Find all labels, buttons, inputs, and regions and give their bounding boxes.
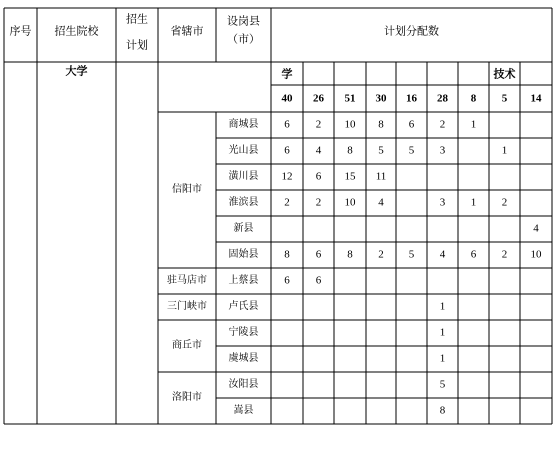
city-cell: 信阳市 [172, 184, 202, 195]
header-seq: 序号 [9, 24, 32, 38]
header-school: 招生院校 [54, 24, 99, 38]
total-cell: 16 [406, 92, 417, 104]
total-cell: 26 [313, 92, 324, 104]
value-cell: 8 [439, 404, 446, 417]
header-county-line1: 设岗县 [227, 14, 260, 28]
total-cell: 8 [470, 92, 477, 104]
value-cell: 1 [439, 352, 446, 365]
city-cell: 商丘市 [172, 340, 202, 351]
county-cell: 上蔡县 [228, 275, 259, 286]
value-cell: 4 [378, 196, 384, 209]
value-cell: 6 [284, 144, 290, 157]
value-cell: 3 [439, 144, 446, 157]
value-cell: 2 [501, 248, 508, 261]
header-county-line2: （市） [227, 32, 260, 46]
value-cell: 5 [408, 144, 415, 157]
county-cell: 宁陵县 [228, 327, 259, 338]
value-cell: 1 [501, 144, 508, 157]
value-cell: 15 [344, 170, 356, 183]
value-cell: 10 [530, 248, 542, 261]
value-cell: 2 [315, 118, 322, 131]
value-cell: 5 [439, 378, 446, 391]
county-cell: 嵩县 [233, 405, 254, 416]
value-cell: 12 [281, 170, 293, 183]
value-cell: 3 [439, 196, 446, 209]
subject-cell: 学 [281, 67, 293, 80]
value-cell: 6 [408, 118, 415, 131]
county-cell: 卢氏县 [228, 301, 259, 312]
school-name: 大学 [65, 64, 88, 78]
value-cell: 11 [375, 170, 387, 183]
value-cell: 5 [408, 248, 415, 261]
value-cell: 2 [315, 196, 322, 209]
value-cell: 1 [470, 196, 477, 209]
value-cell: 2 [378, 248, 384, 261]
value-cell: 6 [284, 118, 290, 131]
county-cell: 潢川县 [228, 171, 259, 182]
county-cell: 固始县 [228, 249, 259, 260]
value-cell: 1 [439, 326, 446, 339]
header-city: 省辖市 [170, 24, 204, 38]
value-cell: 6 [315, 170, 322, 183]
city-cell: 驻马店市 [167, 275, 207, 286]
value-cell: 4 [439, 248, 446, 261]
total-cell: 40 [281, 92, 293, 104]
header-allocation: 计划分配数 [384, 24, 439, 38]
value-cell: 1 [439, 300, 446, 313]
header-plan-line1: 招生 [126, 12, 148, 26]
value-cell: 6 [284, 274, 290, 287]
total-cell: 28 [437, 92, 448, 104]
value-cell: 1 [470, 118, 477, 131]
city-cell: 三门峡市 [167, 301, 207, 312]
value-cell: 8 [378, 118, 384, 131]
value-cell: 6 [470, 248, 477, 261]
county-cell: 虞城县 [228, 353, 259, 364]
subject-cell: 技术 [493, 67, 516, 80]
county-cell: 商城县 [228, 119, 259, 130]
value-cell: 2 [501, 196, 508, 209]
total-cell: 30 [375, 92, 387, 104]
total-cell: 14 [530, 92, 542, 104]
value-cell: 2 [284, 196, 290, 209]
county-cell: 汝阳县 [228, 379, 259, 390]
value-cell: 6 [315, 248, 322, 261]
value-cell: 2 [439, 118, 446, 131]
value-cell: 10 [344, 196, 356, 209]
value-cell: 6 [315, 274, 322, 287]
county-cell: 新县 [233, 223, 254, 234]
value-cell: 5 [378, 144, 384, 157]
total-cell: 5 [501, 92, 508, 104]
value-cell: 4 [315, 144, 322, 157]
value-cell: 4 [533, 222, 539, 235]
city-cell: 洛阳市 [172, 392, 202, 403]
total-cell: 51 [344, 92, 356, 104]
header-plan-line2: 计划 [126, 38, 148, 52]
value-cell: 8 [347, 144, 353, 157]
value-cell: 8 [347, 248, 353, 261]
county-cell: 淮滨县 [228, 197, 259, 208]
value-cell: 10 [344, 118, 356, 131]
county-cell: 光山县 [228, 145, 259, 156]
value-cell: 8 [284, 248, 290, 261]
